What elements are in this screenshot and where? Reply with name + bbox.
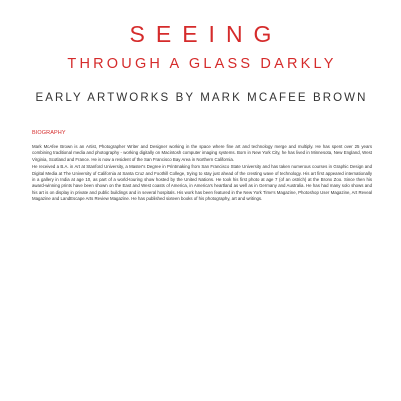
biography-heading: BIOGRAPHY (32, 130, 66, 136)
biography-paragraph-1: Mark McAfee Brown is an Artist, Photographer Writer and Designer working in the space where fine art and technology merge and multiply. He has spent over 25 years combining traditional media and photography - working digitally on Macintosh computer imaging systems. Born in New York City, he has lived in Minnesota, New England, West Virginia, Scotland and France. He is now a resident of the San Francisco Bay Area in Northern California. (32, 144, 372, 162)
page-subtitle: THROUGH A GLASS DARKLY (67, 56, 337, 72)
biography-section (32, 130, 372, 204)
artist-byline: EARLY ARTWORKS BY MARK MCAFEE BROWN (35, 92, 368, 104)
page-title: SEEING (129, 21, 283, 47)
biography-paragraph-2: He received a B.A. in Art at Stanford University, a Master's Degree in Printmaking from San Francisco State University and has taken numerous courses in Graphic Design and Digital Media at The University of California at Santa Cruz and Foothill College, trying to stay just ahead of the cresting wave of technology. His art first appeared internationally in a gallery in India at age 10, as part of a world-touring show hosted by the United Nations. He took his first photo at age 7 (of an ostrich) at the Bronx Zoo. Since then his award-winning prints have been shown on the East and West coasts of America, in America's heartland as well as in Germany and Australia. He has had many solo shows and his art is on display in private and public buildings and in several hospitals. His work has been featured in the New York Time's Magazine, Photoshop User Magazine, Art Reveal Magazine and LandEscape Arts Review Magazine. He has published sixteen books of his photography, art and writings. (32, 164, 372, 202)
